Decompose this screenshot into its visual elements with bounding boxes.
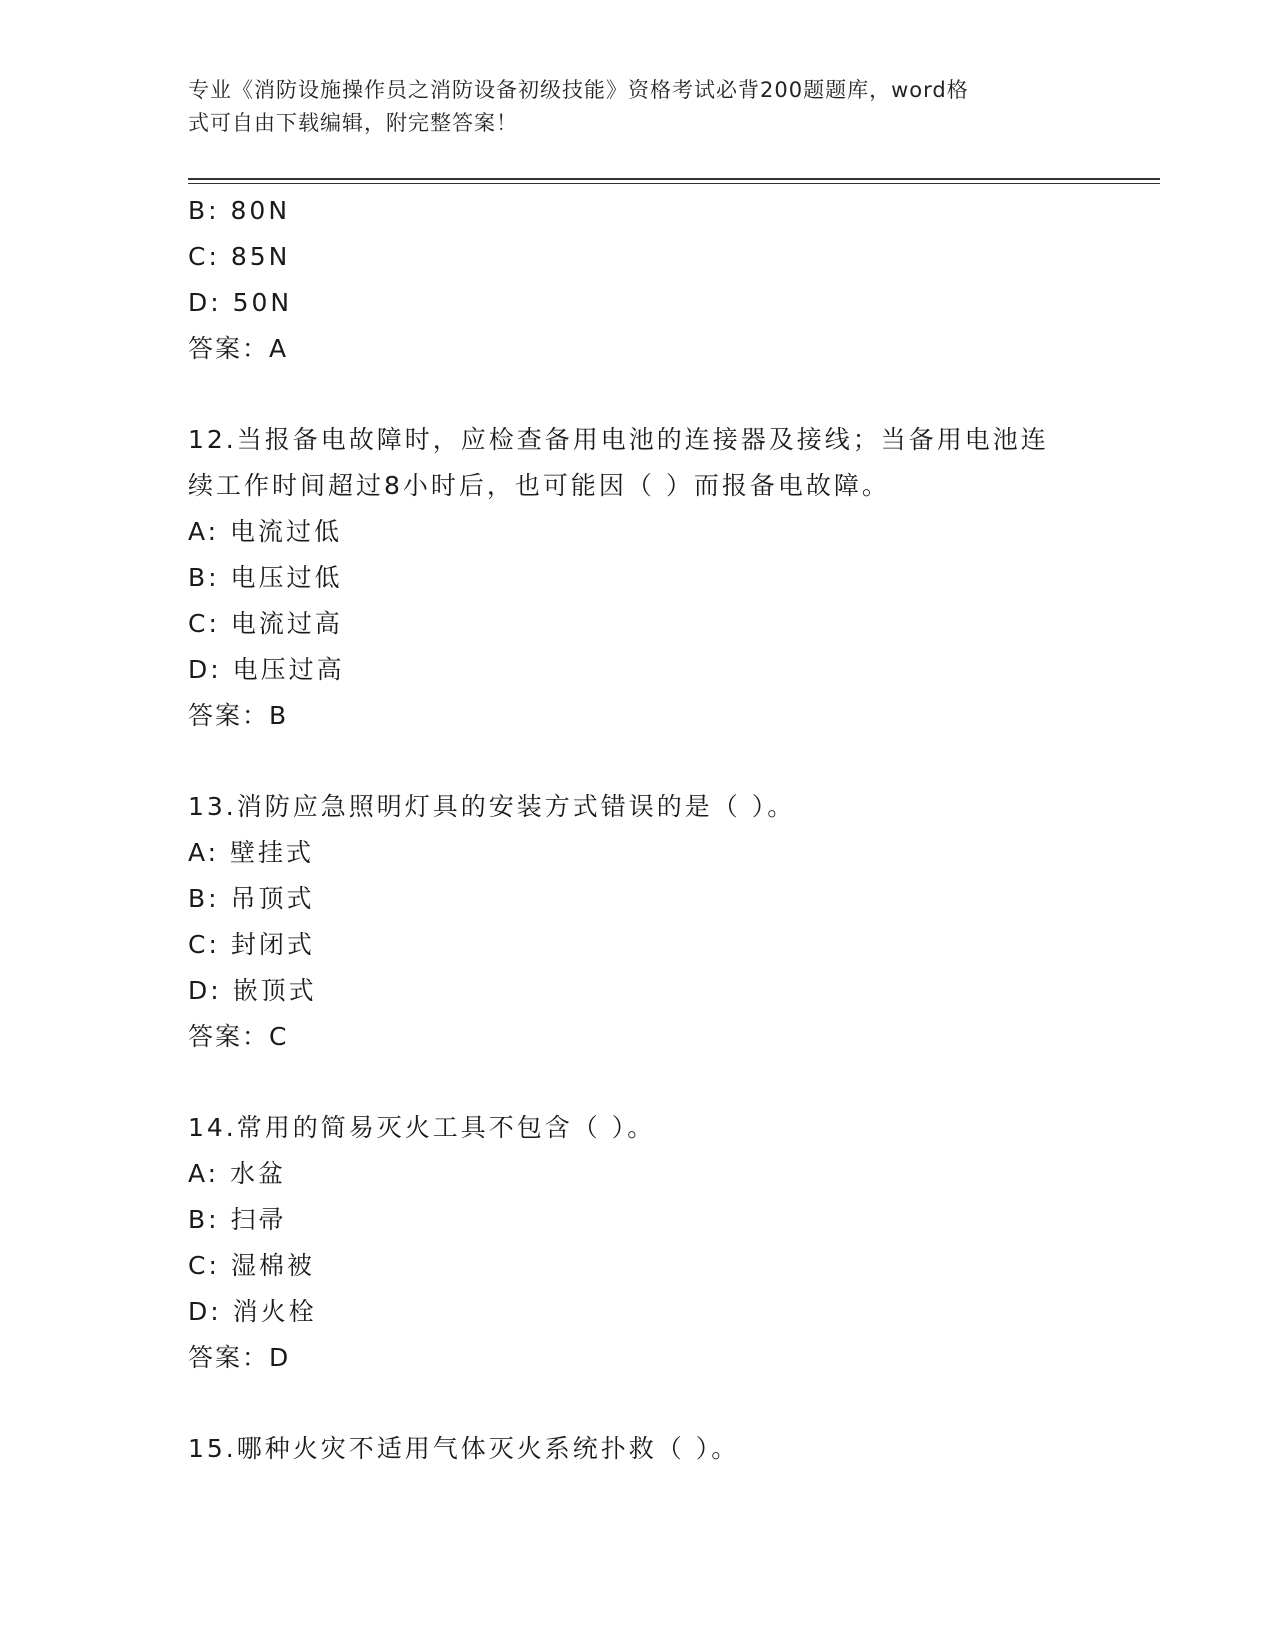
option-c: C: 85N	[188, 242, 291, 271]
answer: 答案：C	[188, 1022, 289, 1051]
question-text-line-1: 12.当报备电故障时，应检查备用电池的连接器及接线；当备用电池连	[188, 425, 1049, 454]
option-d: D: 50N	[188, 288, 293, 317]
question-14	[188, 1105, 1088, 1381]
question-text: 14.常用的简易灭火工具不包含（ ）。	[188, 1113, 656, 1142]
option-d: D: 嵌顶式	[188, 976, 317, 1005]
header-divider-thick	[188, 178, 1160, 180]
question-11-partial	[188, 188, 1088, 372]
option-d: D: 电压过高	[188, 655, 345, 684]
header-divider-thin	[188, 183, 1160, 184]
option-a: A: 壁挂式	[188, 838, 315, 867]
option-a: A: 水盆	[188, 1159, 287, 1188]
option-b: B: 吊顶式	[188, 884, 315, 913]
option-c: C: 封闭式	[188, 930, 315, 959]
question-15	[188, 1426, 1088, 1472]
option-c: C: 电流过高	[188, 609, 343, 638]
answer: 答案：D	[188, 1343, 291, 1372]
option-c: C: 湿棉被	[188, 1251, 315, 1280]
question-13	[188, 784, 1088, 1060]
option-a: A: 电流过低	[188, 517, 343, 546]
question-text-line-2: 续工作时间超过8小时后，也可能因（ ）而报备电故障。	[188, 471, 890, 500]
answer: 答案：A	[188, 334, 289, 363]
header-line-2: 式可自由下载编辑，附完整答案！	[188, 111, 518, 135]
option-d: D: 消火栓	[188, 1297, 317, 1326]
question-12	[188, 417, 1088, 739]
question-text: 15.哪种火灾不适用气体灭火系统扑救（ ）。	[188, 1434, 740, 1463]
option-b: B: 扫帚	[188, 1205, 287, 1234]
option-b: B: 80N	[188, 196, 291, 225]
question-list	[188, 188, 1088, 1472]
option-b: B: 电压过低	[188, 563, 343, 592]
document-header	[188, 74, 1068, 140]
answer: 答案：B	[188, 701, 289, 730]
header-line-1: 专业《消防设施操作员之消防设备初级技能》资格考试必背200题题库，word格	[188, 78, 969, 102]
question-text: 13.消防应急照明灯具的安装方式错误的是（ ）。	[188, 792, 796, 821]
